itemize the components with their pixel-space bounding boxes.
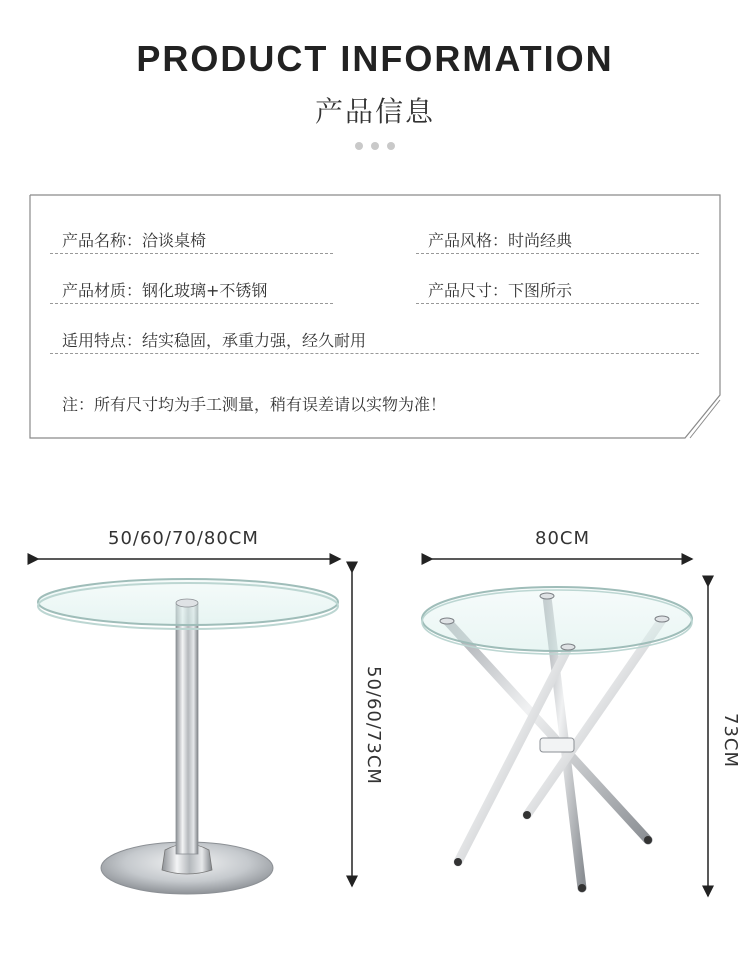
info-product-size: 产品尺寸：下图所示: [428, 281, 573, 300]
right-width-label: 80CM: [535, 528, 591, 549]
left-height-label: 50/60/73CM: [363, 666, 384, 785]
info-product-material: 产品材质：钢化玻璃+不锈钢: [62, 281, 268, 300]
title-english: PRODUCT INFORMATION: [136, 38, 614, 79]
info-product-name: 产品名称：洽谈桌椅: [62, 231, 207, 250]
title-chinese: 产品信息: [314, 95, 435, 128]
info-product-features: 适用特点：结实稳固，承重力强，经久耐用: [62, 331, 367, 350]
info-note: 注：所有尺寸均为手工测量，稍有误差请以实物为准！: [62, 395, 447, 414]
info-product-style: 产品风格：时尚经典: [428, 231, 573, 250]
right-height-label: 73CM: [720, 713, 741, 769]
left-width-label: 50/60/70/80CM: [108, 528, 259, 549]
